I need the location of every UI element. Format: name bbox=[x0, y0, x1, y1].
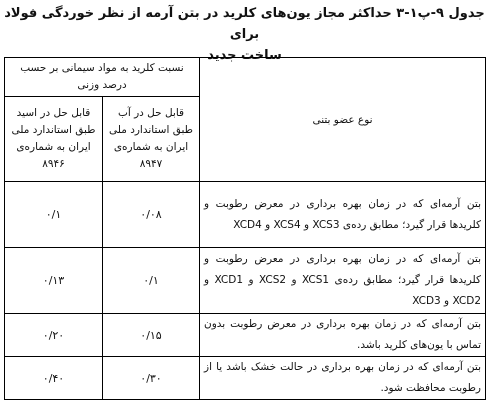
chloride-limits-table bbox=[4, 57, 486, 400]
row-acid-value: ۰/۱۳ bbox=[5, 248, 103, 314]
row-description: بتن آرمه‌ای که در زمان بهره برداری در معرض رطوبت بدون تماس با یون‌های کلرید باشد. bbox=[200, 314, 486, 357]
header-chloride-ratio: نسبت کلرید به مواد سیمانی بر حسب درصد وزنی bbox=[5, 58, 200, 97]
row-water-value: ۰/۱۵ bbox=[103, 314, 200, 357]
table-caption-line1: جدول ۹-پ۱-۳ حداکثر مجاز یون‌های کلرید در بتن آرمه از نظر خوردگی فولاد برای bbox=[4, 6, 485, 42]
table-row bbox=[5, 182, 486, 248]
row-description: بتن آرمه‌ای که در زمان بهره برداری در معرض رطوبت و کلریدها قرار گیرد؛ مطابق رده‌ی XCS1 و XCS2 و XCD1 و XCD2 و XCD3 bbox=[200, 248, 486, 314]
header-concrete-type: نوع عضو بتنی bbox=[200, 58, 486, 182]
table-row bbox=[5, 248, 486, 314]
row-description: بتن آرمه‌ای که در زمان بهره برداری در حالت خشک باشد یا از رطوبت محافظت شود. bbox=[200, 357, 486, 400]
header-water-soluble: قابل حل در آب طبق استاندارد ملی ایران به شماره‌ی ۸۹۴۷ bbox=[103, 97, 200, 182]
row-water-value: ۰/۰۸ bbox=[103, 182, 200, 248]
row-acid-value: ۰/۲۰ bbox=[5, 314, 103, 357]
table-row bbox=[5, 314, 486, 357]
row-description: بتن آرمه‌ای که در زمان بهره برداری در معرض رطوبت و کلریدها قرار گیرد؛ مطابق رده‌ی XCS3 و XCS4 و XCD4 bbox=[200, 182, 486, 248]
row-acid-value: ۰/۴۰ bbox=[5, 357, 103, 400]
row-water-value: ۰/۳۰ bbox=[103, 357, 200, 400]
row-acid-value: ۰/۱ bbox=[5, 182, 103, 248]
header-acid-soluble: قابل حل در اسید طبق استاندارد ملی ایران به شماره‌ی ۸۹۴۶ bbox=[5, 97, 103, 182]
table-caption-line2: ساخت جدید bbox=[207, 48, 282, 63]
row-water-value: ۰/۱ bbox=[103, 248, 200, 314]
header-row-top bbox=[5, 58, 486, 97]
table-row bbox=[5, 357, 486, 400]
